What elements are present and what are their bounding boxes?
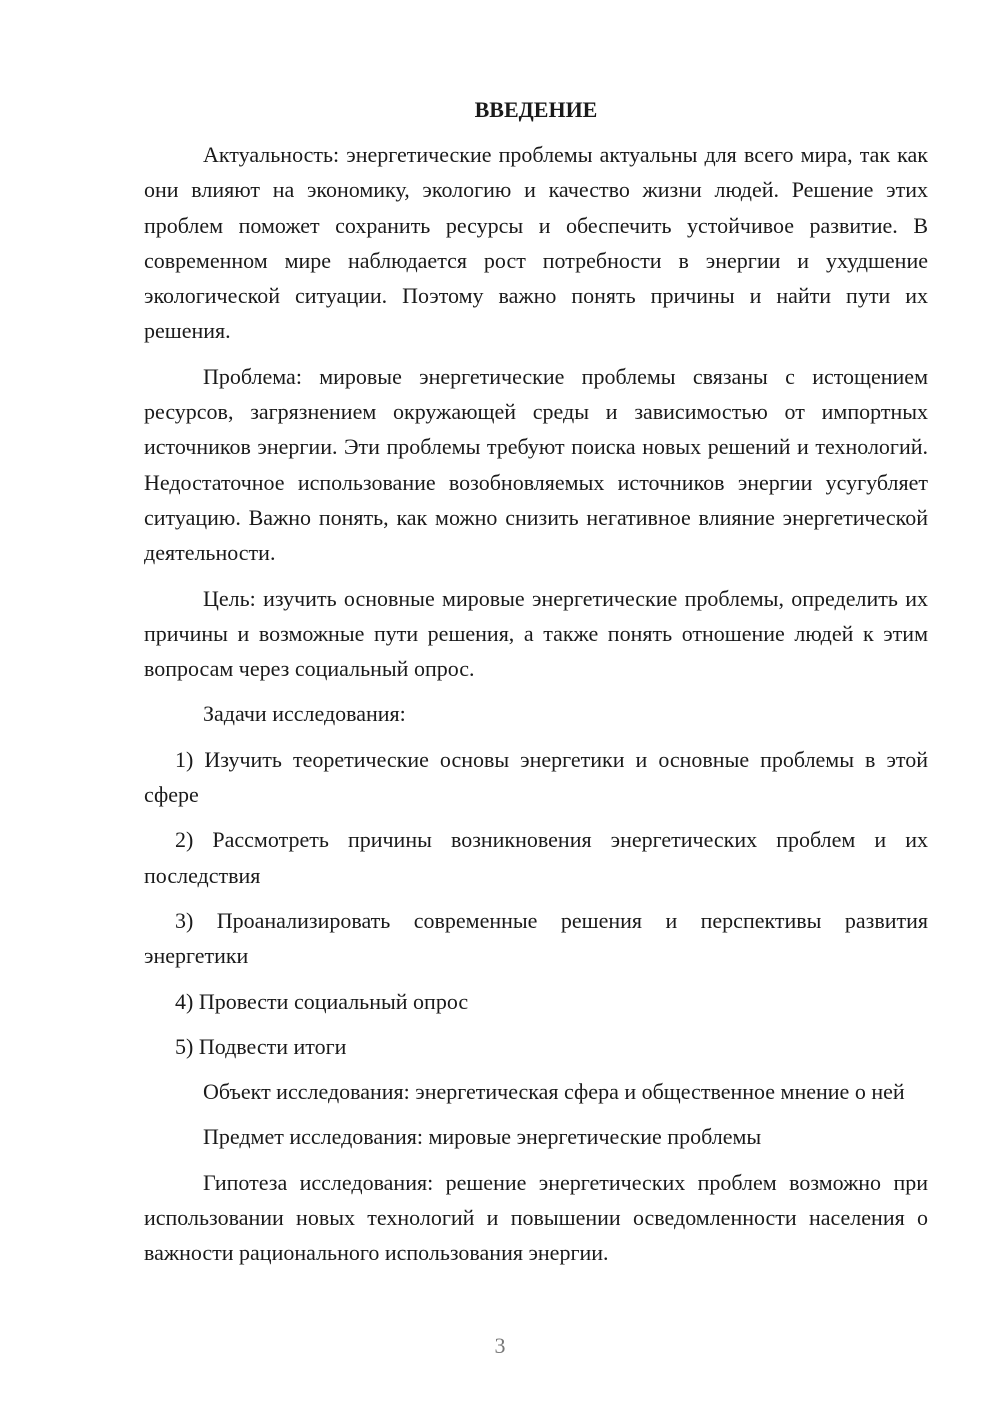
paragraph-relevance: Актуальность: энергетические проблемы актуальны для всего мира, так как они влияют на экономику, экологию и качество жизни людей. Решение этих проблем поможет сохранить ресурсы и обеспечить устойчивое развитие. В современном мире наблюдается рост потребности в энергии и ухудшение экологической ситуации. Поэтому важно понять причины и найти пути их решения. [144, 142, 928, 344]
document-page [144, 92, 928, 1281]
paragraph-subject: Предмет исследования: мировые энергетические проблемы [203, 1124, 762, 1150]
task-item-5: 5) Подвести итоги [175, 1033, 347, 1059]
paragraph-problem: Проблема: мировые энергетические проблемы связаны с истощением ресурсов, загрязнением окружающей среды и зависимостью от импортных источников энергии. Эти проблемы требуют поиска новых решений и технологий. Недостаточное использование возобновляемых источников энергии усугубляет ситуацию. Важно понять, как можно снизить негативное влияние энергетической деятельности. [144, 363, 928, 566]
paragraph-object: Объект исследования: энергетическая сфера и общественное мнение о ней [203, 1079, 905, 1105]
page-number: 3 [494, 1333, 506, 1358]
task-item-4: 4) Провести социальный опрос [175, 988, 469, 1014]
task-item-1: 1) Изучить теоретические основы энергетики и основные проблемы в этой сфере [144, 746, 928, 808]
page-title: ВВЕДЕНИЕ [474, 97, 598, 122]
paragraph-goal: Цель: изучить основные мировые энергетические проблемы, определить их причины и возможные пути решения, а также понять отношение людей к этим вопросам через социальный опрос. [144, 585, 928, 682]
paragraph-hypothesis: Гипотеза исследования: решение энергетических проблем возможно при использовании новых технологий и повышении осведомленности населения о важности рационального использования энергии. [144, 1169, 928, 1266]
task-item-2: 2) Рассмотреть причины возникновения энергетических проблем и их последствия [144, 827, 928, 888]
task-item-3: 3) Проанализировать современные решения и перспективы развития энергетики [144, 907, 928, 969]
paragraph-tasks-heading: Задачи исследования: [203, 701, 406, 727]
